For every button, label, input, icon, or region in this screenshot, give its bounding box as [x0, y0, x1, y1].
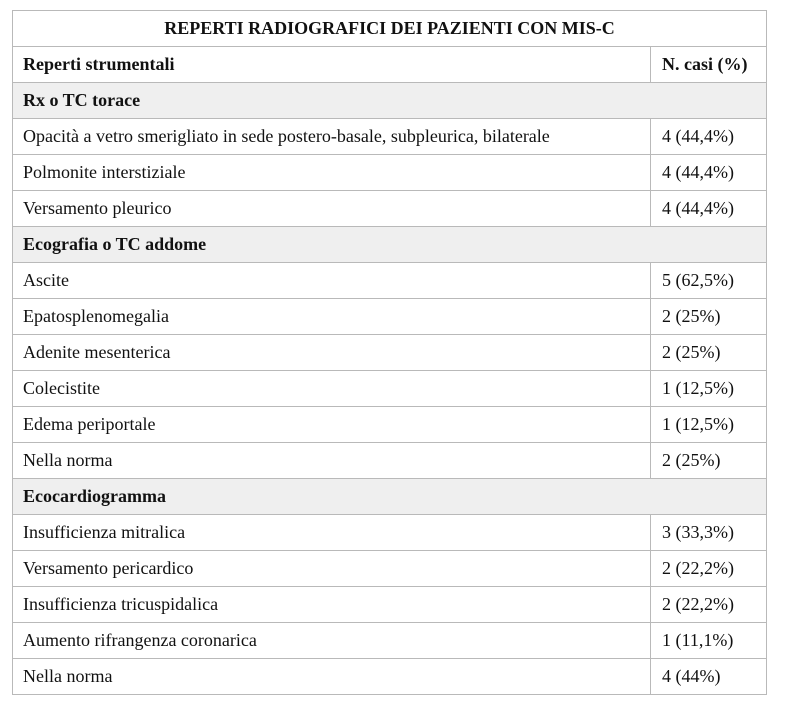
section-title: Ecocardiogramma — [13, 479, 767, 515]
table-row — [13, 551, 767, 587]
table-row — [13, 119, 767, 155]
table-row — [13, 443, 767, 479]
case-count: 4 (44,4%) — [651, 191, 767, 227]
table-title-row — [13, 11, 767, 47]
table-row — [13, 263, 767, 299]
case-count: 1 (12,5%) — [651, 371, 767, 407]
finding-label: Nella norma — [13, 659, 651, 695]
case-count: 3 (33,3%) — [651, 515, 767, 551]
finding-label: Insufficienza tricuspidalica — [13, 587, 651, 623]
case-count: 4 (44,4%) — [651, 119, 767, 155]
finding-label: Edema periportale — [13, 407, 651, 443]
findings-table — [12, 10, 767, 695]
case-count: 2 (22,2%) — [651, 551, 767, 587]
case-count: 1 (11,1%) — [651, 623, 767, 659]
finding-label: Opacità a vetro smerigliato in sede postero-basale, subpleurica, bilaterale — [13, 119, 651, 155]
section-title: Rx o TC torace — [13, 83, 767, 119]
case-count: 2 (22,2%) — [651, 587, 767, 623]
case-count: 2 (25%) — [651, 443, 767, 479]
table-row — [13, 335, 767, 371]
finding-label: Adenite mesenterica — [13, 335, 651, 371]
finding-label: Aumento rifrangenza coronarica — [13, 623, 651, 659]
case-count: 4 (44%) — [651, 659, 767, 695]
table-row — [13, 407, 767, 443]
finding-label: Insufficienza mitralica — [13, 515, 651, 551]
table-row — [13, 659, 767, 695]
section-title: Ecografia o TC addome — [13, 227, 767, 263]
table-row — [13, 623, 767, 659]
column-header-cases: N. casi (%) — [651, 47, 767, 83]
case-count: 4 (44,4%) — [651, 155, 767, 191]
column-header-findings: Reperti strumentali — [13, 47, 651, 83]
table-row — [13, 515, 767, 551]
table-row — [13, 299, 767, 335]
finding-label: Versamento pericardico — [13, 551, 651, 587]
table-row — [13, 155, 767, 191]
finding-label: Colecistite — [13, 371, 651, 407]
section-header-row — [13, 479, 767, 515]
finding-label: Ascite — [13, 263, 651, 299]
table-row — [13, 191, 767, 227]
finding-label: Polmonite interstiziale — [13, 155, 651, 191]
table-row — [13, 371, 767, 407]
finding-label: Versamento pleurico — [13, 191, 651, 227]
case-count: 5 (62,5%) — [651, 263, 767, 299]
finding-label: Nella norma — [13, 443, 651, 479]
section-header-row — [13, 83, 767, 119]
table-header-row — [13, 47, 767, 83]
case-count: 2 (25%) — [651, 335, 767, 371]
finding-label: Epatosplenomegalia — [13, 299, 651, 335]
table-title: REPERTI RADIOGRAFICI DEI PAZIENTI CON MIS-C — [13, 11, 767, 47]
case-count: 2 (25%) — [651, 299, 767, 335]
case-count: 1 (12,5%) — [651, 407, 767, 443]
section-header-row — [13, 227, 767, 263]
table-row — [13, 587, 767, 623]
